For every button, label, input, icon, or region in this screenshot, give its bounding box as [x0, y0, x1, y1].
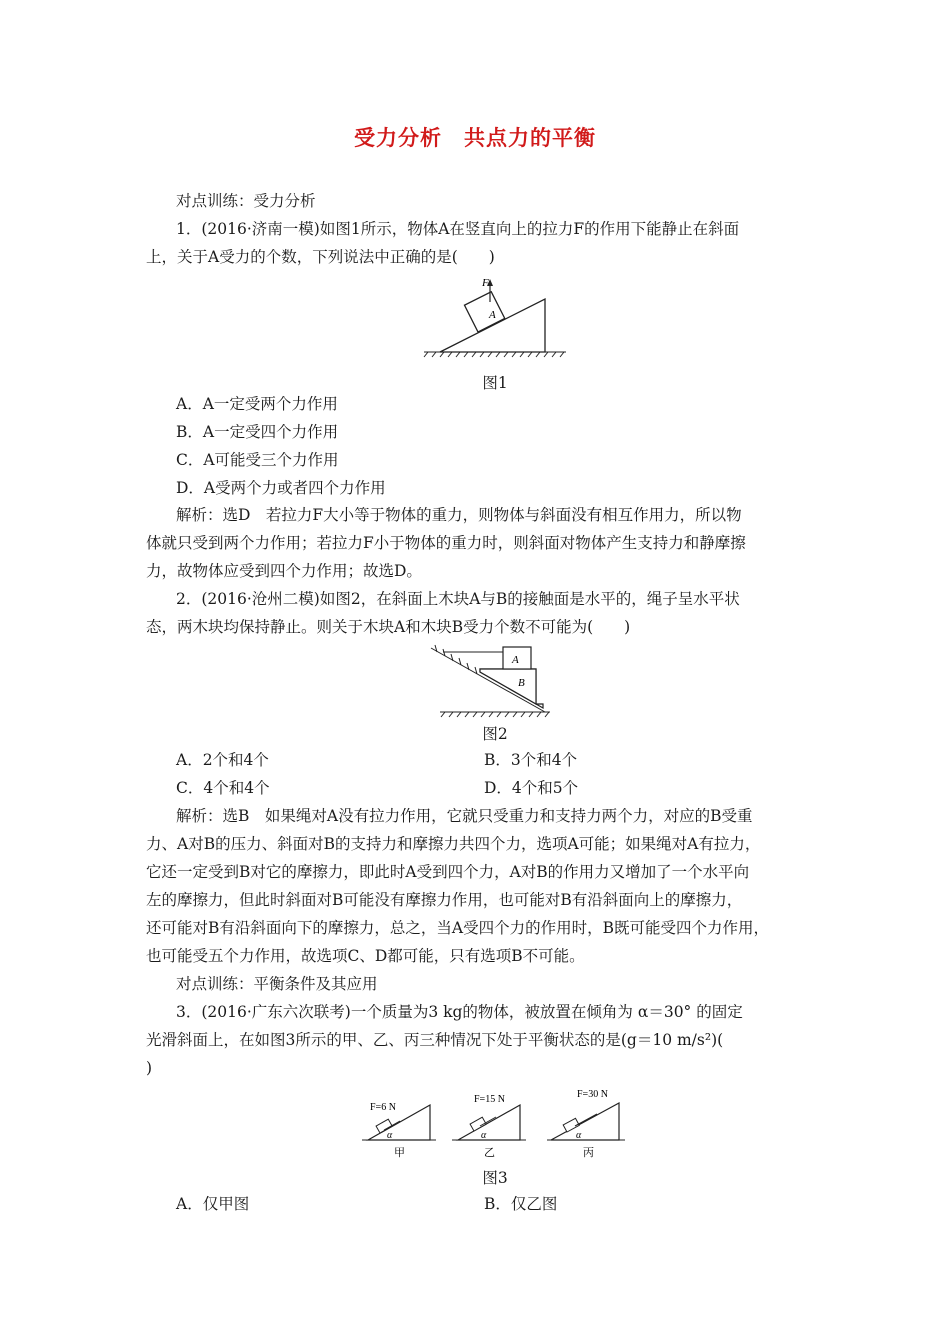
q2-analysis-line1: 解析：选B 如果绳对A没有拉力作用，它就只受重力和支持力两个力，对应的B受重	[176, 807, 753, 825]
q1-analysis-line3: 力，故物体应受到四个力作用；故选D。	[146, 562, 422, 580]
force-label: F	[482, 277, 489, 289]
angle-label: α	[387, 1130, 393, 1141]
figure-1-caption: 图1	[482, 374, 508, 392]
q1-stem-line1: 1．(2016·济南一模)如图1所示，物体A在竖直向上的拉力F的作用下能静止在斜面	[176, 220, 740, 238]
q1-option-b: B．A一定受四个力作用	[176, 423, 339, 441]
q2-analysis-line2: 力、A对B的压力、斜面对B的支持力和摩擦力共四个力，选项A可能；如果绳对A有拉力，	[146, 835, 761, 853]
q1-stem-line2: 上，关于A受力的个数，下列说法中正确的是( )	[146, 248, 495, 266]
subfigure-label: 甲	[394, 1147, 405, 1159]
figure-1-incline	[420, 272, 570, 362]
block-a-label: A	[512, 654, 519, 666]
force-label: F=15 N	[474, 1094, 505, 1105]
section-heading: 对点训练：平衡条件及其应用	[176, 975, 378, 993]
section-heading: 对点训练：受力分析	[176, 192, 316, 210]
block-a	[464, 292, 504, 332]
block-label: A	[489, 309, 496, 321]
q1-analysis-line1: 解析：选D 若拉力F大小等于物体的重力，则物体与斜面没有相互作用力，所以物	[176, 506, 742, 524]
q3-stem-line3: )	[146, 1059, 153, 1077]
figure-3-jia	[360, 1088, 440, 1160]
q3-option-b: B．仅乙图	[484, 1195, 558, 1213]
force-arrow	[575, 1114, 597, 1126]
ground-hatching	[424, 352, 566, 357]
q2-option-b: B．3个和4个	[484, 751, 578, 769]
q2-stem-line1: 2．(2016·沧州二模)如图2，在斜面上木块A与B的接触面是水平的，绳子呈水平状	[176, 590, 740, 608]
q1-option-a: A．A一定受两个力作用	[176, 395, 338, 413]
block-b-label: B	[518, 677, 525, 689]
q1-option-c: C．A可能受三个力作用	[176, 451, 339, 469]
q1-analysis-line2: 体就只受到两个力作用；若拉力F小于物体的重力时，则斜面对物体产生支持力和静摩擦	[146, 534, 746, 552]
angle-label: α	[481, 1130, 487, 1141]
angle-label: α	[576, 1130, 582, 1141]
q2-analysis-line6: 也可能受五个力作用，故选项C、D都可能，只有选项B不可能。	[146, 947, 585, 965]
incline-wedge	[458, 1105, 520, 1140]
q2-option-a: A．2个和4个	[176, 751, 269, 769]
figure-3-bing	[545, 1084, 630, 1160]
figure-2-incline	[425, 642, 555, 720]
q2-option-c: C．4个和4个	[176, 779, 270, 797]
q3-option-a: A．仅甲图	[176, 1195, 250, 1213]
q2-analysis-line3: 它还一定受到B对它的摩擦力，即此时A受到四个力，A对B的作用力又增加了一个水平向	[146, 863, 750, 881]
q2-analysis-line4: 左的摩擦力，但此时斜面对B可能没有摩擦力作用，也可能对B有沿斜面向上的摩擦力，	[146, 891, 743, 909]
q3-stem-line1: 3．(2016·广东六次联考)一个质量为3 kg的物体，被放置在倾角为 α＝30° 的固定	[176, 1003, 743, 1021]
figure-3-caption: 图3	[482, 1169, 508, 1187]
q2-option-d: D．4个和5个	[484, 779, 579, 797]
ground-hatching	[440, 712, 550, 717]
force-label: F=6 N	[370, 1102, 396, 1113]
subfigure-label: 乙	[484, 1147, 495, 1159]
q2-analysis-line5: 还可能对B有沿斜面向下的摩擦力，总之，当A受四个力的作用时，B既可能受四个力作用，	[146, 919, 769, 937]
incline-wedge	[551, 1103, 619, 1140]
subfigure-label: 丙	[583, 1147, 594, 1159]
figure-2-caption: 图2	[482, 725, 508, 743]
q1-option-d: D．A受两个力或者四个力作用	[176, 479, 386, 497]
q2-stem-line2: 态，两木块均保持静止。则关于木块A和木块B受力个数不可能为( )	[146, 618, 631, 636]
q3-stem-line2: 光滑斜面上，在如图3所示的甲、乙、丙三种情况下处于平衡状态的是(g＝10 m/s²)(	[146, 1031, 724, 1049]
figure-3-yi	[450, 1088, 530, 1160]
force-label: F=30 N	[577, 1089, 608, 1100]
page-title: 受力分析 共点力的平衡	[354, 126, 596, 150]
